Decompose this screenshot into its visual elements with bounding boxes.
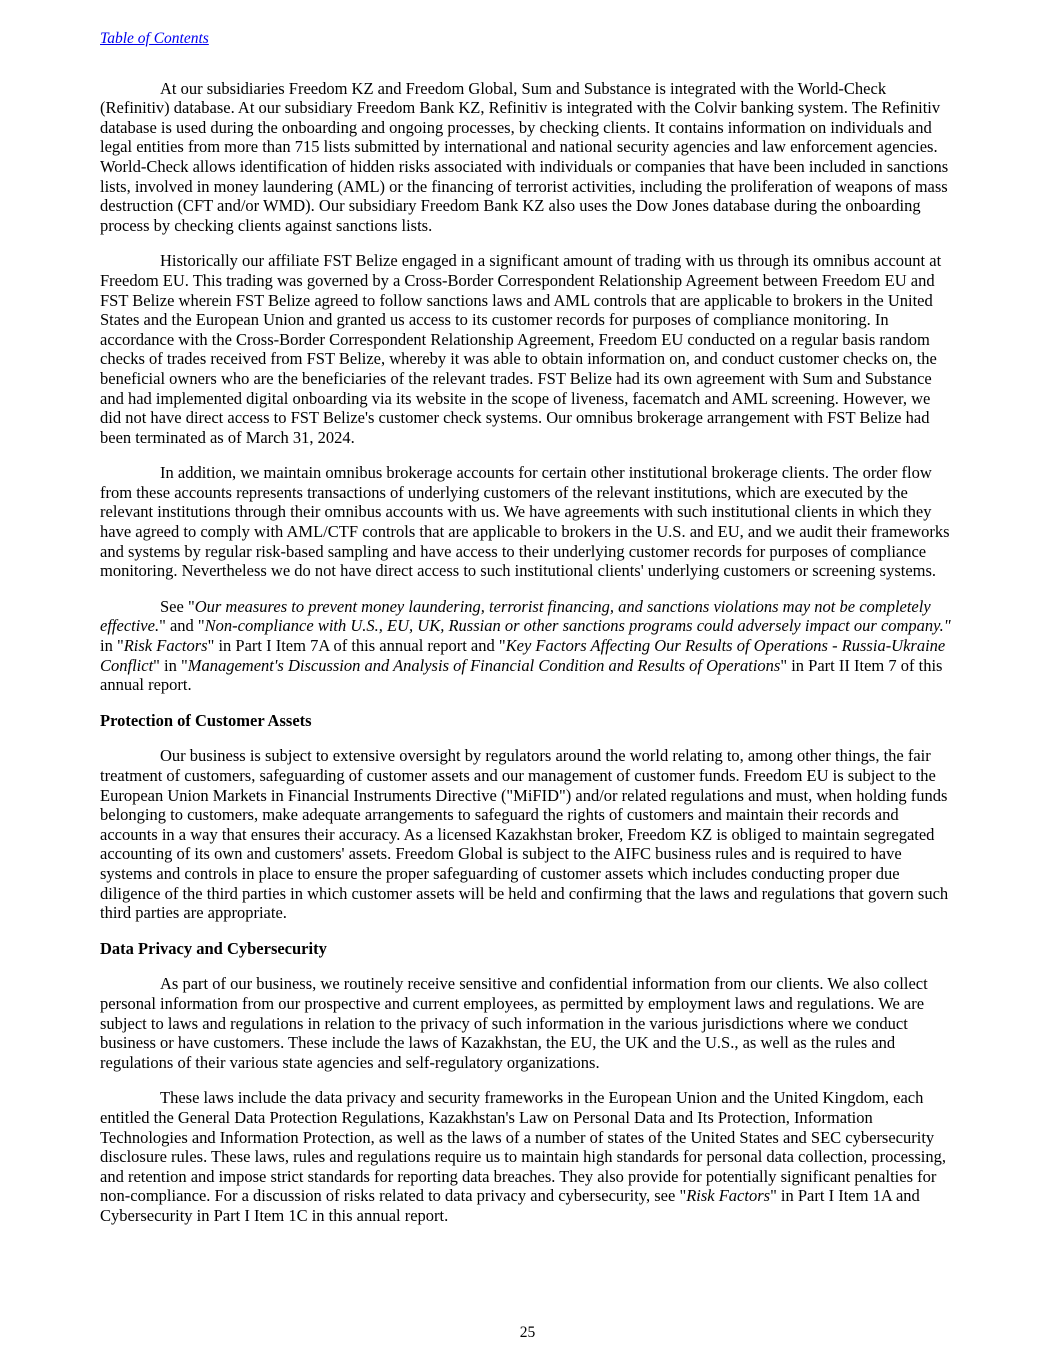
page-number: 25: [519, 1324, 536, 1342]
header: [100, 28, 955, 49]
paragraph: As part of our business, we routinely receive sensitive and confidential information from our clients. We also collect personal information from our prospective and current employees, as permitted by employment laws and regulations. We are subject to laws and regulations in relation to the privacy of such information in the various jurisdictions where we conduct business or have customers. These include the laws of Kazakhstan, the EU, the UK and the U.S., as well as the rules and regulations of their various state agencies and self-regulatory organizations.: [100, 974, 928, 1072]
paragraph: See "Our measures to prevent money laundering, terrorist financing, and sanctions violations may not be completely effective." and "Non-compliance with U.S., EU, UK, Russian or other sanctions programs could adversely impact our company." in "Risk Factors" in Part I Item 7A of this annual report and "Key Factors Affecting Our Results of Operations - Russia-Ukraine Conflict" in "Management's Discussion and Analysis of Financial Condition and Results of Operations" in Part II Item 7 of this annual report.: [100, 596, 951, 695]
paragraph: These laws include the data privacy and security frameworks in the European Union and the United Kingdom, each entitled the General Data Protection Regulations, Kazakhstan's Law on Personal Data and Its Protection, Information Technologies and Information Protection, as well as the laws of a number of states of the United States and SEC cybersecurity disclosure rules. These laws, rules and regulations require us to maintain high standards for personal data collection, processing, and retention and impose strict standards for reporting data breaches. They also provide for potentially significant penalties for non-compliance. For a discussion of risks related to data privacy and cybersecurity, see "Risk Factors" in Part I Item 1A and Cybersecurity in Part I Item 1C in this annual report.: [100, 1088, 947, 1225]
section-heading: Protection of Customer Assets: [100, 710, 312, 730]
paragraph: In addition, we maintain omnibus brokerage accounts for certain other institutional brokerage clients. The order flow from these accounts represents transactions of underlying customers of the relevant institutions, which are executed by the relevant institutions through their omnibus accounts with us. We have agreements with such institutional clients in which they have agreed to comply with AML/CTF controls that are applicable to brokers in the U.S. and EU, and we audit their frameworks and systems by regular risk-based sampling and have access to their underlying customer records for purposes of compliance monitoring. Nevertheless we do not have direct access to such institutional clients' underlying customers or screening systems.: [100, 463, 950, 581]
paragraph: At our subsidiaries Freedom KZ and Freedom Global, Sum and Substance is integrated with the World-Check (Refinitiv) database. At our subsidiary Freedom Bank KZ, Refinitiv is integrated with the Colvir banking system. The Refinitiv database is used during the onboarding and ongoing processes, by checking clients. It contains information on individuals and legal entities from more than 715 lists submitted by international and national security agencies and law enforcement agencies. World-Check allows identification of hidden risks associated with individuals or companies that have been included in sanctions lists, involved in money laundering (AML) or the financing of terrorist activities, including the proliferation of weapons of mass destruction (CFT and/or WMD). Our subsidiary Freedom Bank KZ also uses the Dow Jones database during the onboarding process by checking clients against sanctions lists.: [100, 78, 949, 235]
table-of-contents-link[interactable]: Table of Contents: [100, 30, 209, 47]
page-footer: [100, 1303, 955, 1343]
paragraph: Our business is subject to extensive oversight by regulators around the world relating to, among other things, the fair treatment of customers, safeguarding of customer assets and our management of customer funds. Freedom EU is subject to the European Union Markets in Financial Instruments Directive ("MiFID") and/or related regulations and must, when holding funds belonging to customers, make adequate arrangements to safeguard the rights of customers and maintain their records and accounts in a way that ensures their accuracy. As a licensed Kazakhstan broker, Freedom KZ is obliged to maintain segregated accounting of its own and customers' assets. Freedom Global is subject to the AIFC business rules and is required to have systems and controls in place to ensure the proper safeguarding of customer assets which includes conducting proper due diligence of the third parties in which customer assets will be held and confirming that the laws and regulations that govern such third parties are appropriate.: [100, 746, 949, 923]
document-body: [100, 79, 955, 1242]
section-heading: Data Privacy and Cybersecurity: [100, 938, 327, 958]
paragraph: Historically our affiliate FST Belize engaged in a significant amount of trading with us through its omnibus account at Freedom EU. This trading was governed by a Cross-Border Correspondent Relationship Agreement between Freedom EU and FST Belize wherein FST Belize agreed to follow sanctions laws and AML controls that are applicable to brokers in the United States and the European Union and granted us access to its customer records for purposes of compliance monitoring. In accordance with the Cross-Border Correspondent Relationship Agreement, Freedom EU conducted on a regular basis random checks of trades received from FST Belize, whereby it was able to obtain information on, and conduct customer checks on, the beneficial owners who are the beneficiaries of the relevant trades. FST Belize had its own agreement with Sum and Substance and had implemented digital onboarding via its website in the scope of liveness, facematch and AML screening. However, we did not have direct access to FST Belize's customer check systems. Our omnibus brokerage arrangement with FST Belize had been terminated as of March 31, 2024.: [100, 251, 942, 447]
